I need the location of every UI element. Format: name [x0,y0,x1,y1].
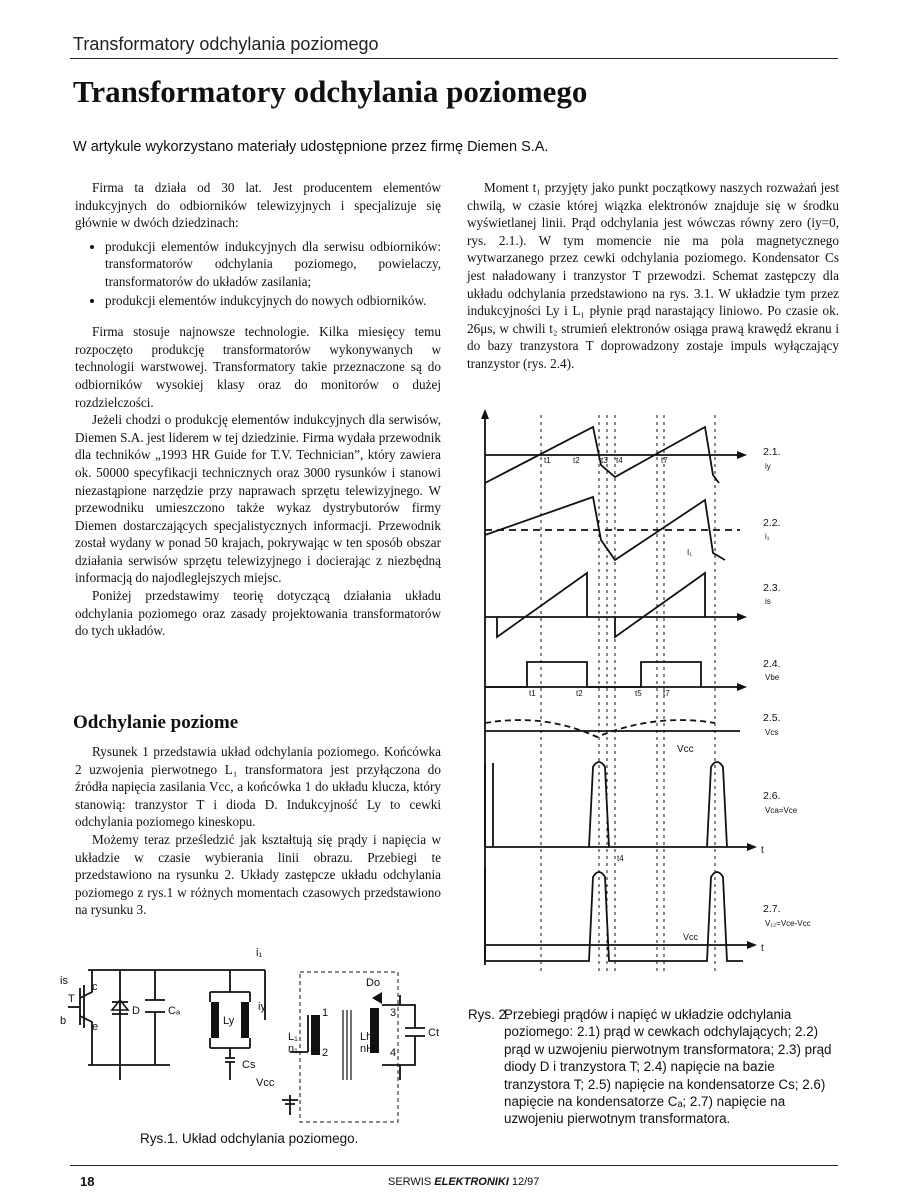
paragraph: Firma ta działa od 30 lat. Jest producentem elementów indukcyjnych do odbiorników telewizyjnych i specjalizuje się głównie w dwóch dziedzinach: [75,180,441,231]
row-signal-2-3: is [765,597,771,606]
paragraph: Poniżej przedstawimy teorię dotyczącą działania układu odchylania poziomego oraz zasady projektowania transformatorów do tych układów. [75,588,441,639]
paragraph: Moment t₁ przyjęty jako punkt początkowy naszych rozważań jest chwilą, w czasie której wiązka elektronów znajduje się w środku wyświetlanej linii. Prąd odchylania jest wówczas równy zero (iy=0, rys. 2.1.). W tym momencie nie ma pola magnetycznego wytwarzanego przez cewki odchylania poziomego. Kondensator Cs jest naładowany i tranzystor T przewodzi. Schemat zastępczy dla układu odchylania przedstawiono na rys. 3.1. W układzie tym przez indukcyjności Ly i L₁ płynie prąd narastający liniowo. Po czasie ok. 26μs, w chwili t₂ strumień elektronów osiąga prawą krawędź ekranu i do bazy tranzystora T doprowadzony zostaje impuls wyłączający tranzystor (rys. 2.4). [467,180,839,371]
journal-footer [388,1176,539,1188]
time-mark: t4 [616,456,623,465]
label-pin4: 4 [390,1047,397,1059]
figure-2-caption [468,1006,840,1128]
label-nH: nH [360,1043,375,1055]
row-signal-2-1: iy [765,462,771,471]
label-Vcc-a: Vcc [677,744,694,755]
paragraph: Rysunek 1 przedstawia układ odchylania poziomego. Końcówka 2 uzwojenia pierwotnego L₁ transformatora jest przyłączona do źródła napięcia zasilania Vcc, a końcówka 1 do układu klucza, który stanowią: tranzystor T i dioda D. Indukcyjność Ly to cewki odchylania poziomego kineskopu. [75,744,441,830]
label-iy: iy [258,1001,266,1013]
row-signal-2-5: Vcs [765,728,779,737]
label-Lh: Lh [360,1031,373,1043]
label-pin1: 1 [322,1007,329,1019]
left-column [75,179,441,640]
row-label-2-2: 2.2. [763,517,781,529]
label-Vcc-b: Vcc [683,932,699,942]
figure-2-waveforms [475,405,845,985]
time-mark: t1 [544,456,551,465]
row-label-2-7: 2.7. [763,903,781,915]
label-e: e [92,1021,99,1033]
figure-1-circuit [60,940,460,1130]
journal-name: ELEKTRONIKI [434,1176,509,1188]
label-Vcc: Vcc [256,1077,275,1089]
row-label-2-1: 2.1. [763,446,781,458]
time-mark: t1 [529,689,536,698]
label-is: is [60,975,68,987]
paragraph: Firma stosuje najnowsze technologie. Kilka miesięcy temu rozpoczęto produkcję transformatorów wykonywanych w technologii warstwowej. Transformatory takie przeznaczone są do odbiorników wysokiej klasy oraz do monitorów o dużej rozdzielczości. [75,324,441,410]
figure-2-caption-text: Przebiegi prądów i napięć w układzie odchylania poziomego: 2.1) prąd w cewkach odchylających; 2.2) prąd w uzwojeniu pierwotnym transformatora; 2.3) prąd diody D i tranzystora T; 2.4) napięcie na bazie tranzystora T; 2.5) napięcie na kondensatorze Cs; 2.6) napięcie na kondensatorze Cₐ; 2.7) napięcie na uzwojeniu pierwotnym transformatora. [504,1007,832,1127]
label-n1: n₁ [288,1043,298,1055]
row-signal-2-7: V₁₂=Vce-Vcc [765,919,811,928]
time-mark: t3 [601,456,608,465]
label-Do: Do [366,977,381,989]
time-mark: t2 [573,456,580,465]
article-intro: W artykule wykorzystano materiały udostępnione przez firmę Diemen S.A. [73,139,549,155]
label-I1: I₁ [687,548,692,557]
paragraph: Możemy teraz prześledzić jak kształtują się prądy i napięcia w układzie w czasie wybierania linii obrazu. Przebiegi te przedstawiono na rysunku 2. Układy zastępcze układu odchylania poziomego z rys.1 w różnych momentach czasowych przedstawiono na rysunku 3. [75,831,441,918]
journal-prefix: SERWIS [388,1176,435,1188]
running-header: Transformatory odchylania poziomego [73,34,379,54]
label-b: b [60,1015,67,1027]
section-heading: Odchylanie poziome [73,712,239,733]
label-T: T [68,993,75,1005]
label-t-b: t [761,943,764,954]
label-pin2: 2 [322,1047,329,1059]
bullet-list [75,238,441,309]
time-mark: t4 [617,854,624,863]
label-Ct: Ct [428,1027,439,1039]
time-mark: t5 [635,689,642,698]
row-label-2-3: 2.3. [763,582,781,594]
label-t-a: t [761,845,764,856]
list-item: • produkcji elementów indukcyjnych do nowych odbiorników. [105,292,441,310]
time-mark: t7 [661,456,668,465]
header-rule [70,58,838,59]
label-D: D [132,1005,140,1017]
footer-rule [70,1165,838,1166]
figure-2-caption-label: Rys. 2. [468,1007,510,1022]
row-signal-2-4: Vbe [765,673,780,682]
right-column [467,179,839,373]
row-label-2-5: 2.5. [763,712,781,724]
label-L1: L₁ [288,1031,298,1043]
paragraph: Jeżeli chodzi o produkcję elementów indukcyjnych dla serwisów, Diemen S.A. jest liderem w tej dziedzinie. Firma wydała przewodnik dla techników „1993 HR Guide for T.V. Technician”, który zawiera ok. 50000 specyfikacji technicznych oraz 3000 rysunków i stanowi niezastąpione narzędzie przy naprawach sprzętu telewizyjnego. W przewodniku umieszczono także wykaz dystrybutorów firmy Diemen dostarczających specjalistycznych informacji. Przewodnik został wydany w ponad 50 krajach, pokrywając w ten sposób obszar działania serwisów sprzętu telewizyjnego i docierając z niezbędną informacją do najodleglejszych miejsc. [75,412,441,586]
journal-issue: 12/97 [511,1176,540,1188]
label-Ly: Ly [223,1015,235,1027]
article-title: Transformatory odchylania poziomego [73,74,588,109]
time-mark: t2 [576,689,583,698]
figure-1-caption: Rys.1. Układ odchylania poziomego. [140,1131,359,1146]
time-mark: t7 [663,689,670,698]
label-c: c [92,981,98,993]
label-Cs: Cs [242,1059,256,1071]
row-label-2-4: 2.4. [763,658,781,670]
label-i1: i₁ [256,947,263,959]
row-signal-2-6: Vca=Vce [765,806,798,815]
page-number: 18 [80,1174,95,1189]
left-column-lower [75,743,441,919]
list-item: • produkcji elementów indukcyjnych dla serwisu odbiorników: transformatorów odchylania poziomego, powielaczy, transformatorów do układów zasilania; [105,238,441,291]
label-pin3: 3 [390,1007,397,1019]
label-Ca: Cₐ [168,1005,181,1017]
row-signal-2-2: i₁ [765,532,770,541]
row-label-2-6: 2.6. [763,790,781,802]
